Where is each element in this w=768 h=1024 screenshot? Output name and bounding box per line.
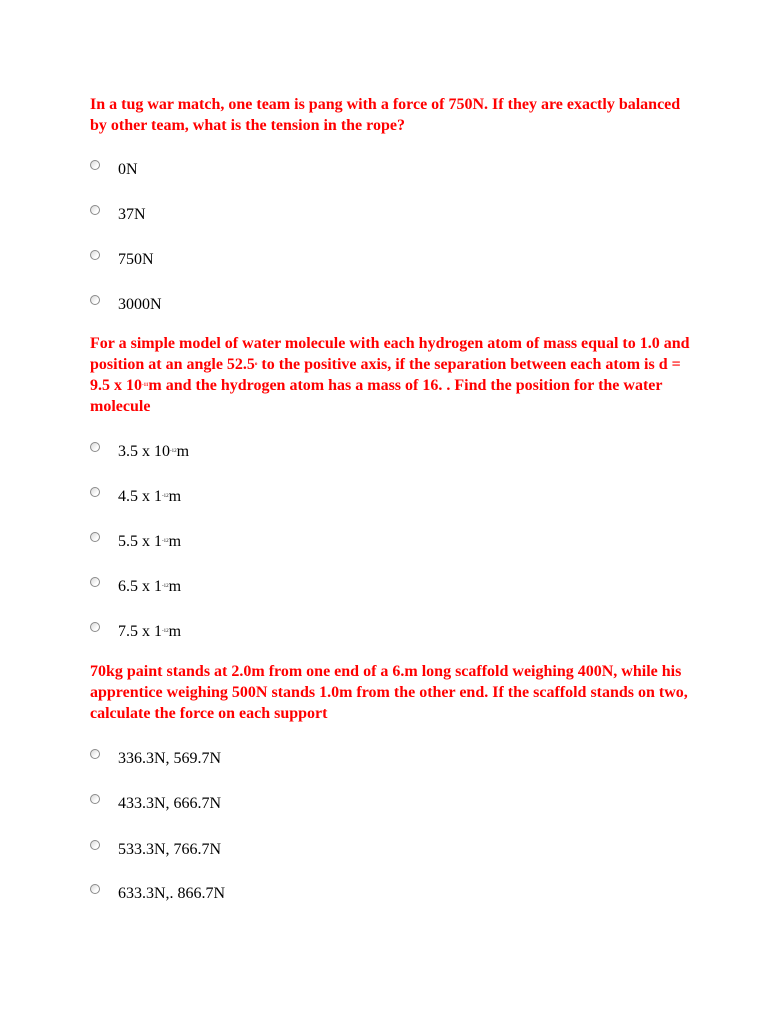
option-base: 3.5 x 10: [118, 443, 170, 460]
option-label: 533.3N, 766.7N: [118, 841, 222, 858]
radio-button[interactable]: [90, 749, 100, 759]
question-3-option-4[interactable]: [90, 882, 225, 906]
question-3-text: 70kg paint stands at 2.0m from one end of a 6.m long scaffold weighing 400N, while his apprentice weighing 500N stands 1.0m from the other end. If the scaffold stands on two, calculate the force on each support: [90, 663, 688, 722]
question-2-option-3[interactable]: [90, 530, 181, 554]
question-1-option-3[interactable]: [90, 248, 154, 272]
question-3-option-3[interactable]: [90, 838, 221, 862]
radio-button[interactable]: [90, 160, 100, 170]
question-2-text-part-5: . Find the position for the water molecule: [90, 377, 663, 415]
radio-button[interactable]: [90, 577, 100, 587]
option-exponent: -12: [162, 494, 169, 499]
option-exponent: -12: [162, 629, 169, 634]
radio-button[interactable]: [90, 622, 100, 632]
question-1-option-2[interactable]: [90, 203, 146, 227]
option-base: 7.5 x 1: [118, 623, 162, 640]
option-unit: m: [168, 488, 182, 505]
option-unit: m: [168, 623, 182, 640]
radio-button[interactable]: [90, 250, 100, 260]
option-unit: m: [168, 533, 182, 550]
option-base: 6.5 x 1: [118, 578, 162, 595]
option-base: 5.5 x 1: [118, 533, 162, 550]
option-label: 37N: [118, 206, 146, 223]
radio-button[interactable]: [90, 487, 100, 497]
option-label: 433.3N, 666.7N: [118, 795, 222, 812]
option-label: 633.3N,. 866.7N: [118, 885, 226, 902]
option-exponent: -12: [162, 539, 169, 544]
question-1-option-1[interactable]: [90, 158, 138, 182]
radio-button[interactable]: [90, 884, 100, 894]
question-1-option-4[interactable]: [90, 293, 162, 317]
option-base: 4.5 x 1: [118, 488, 162, 505]
question-2-text-part-4: m and the hydrogen atom has a mass of 16.: [148, 377, 447, 394]
option-label: [118, 532, 181, 552]
exponent-superscript: -11: [142, 383, 149, 388]
option-label: 0N: [118, 161, 138, 178]
option-label: [118, 442, 189, 462]
question-2-option-1[interactable]: [90, 440, 189, 464]
radio-button[interactable]: [90, 840, 100, 850]
radio-button[interactable]: [90, 205, 100, 215]
radio-button[interactable]: [90, 532, 100, 542]
option-exponent: -12: [170, 449, 177, 454]
radio-button[interactable]: [90, 794, 100, 804]
question-3-option-1[interactable]: [90, 747, 221, 771]
question-2-option-4[interactable]: [90, 575, 181, 599]
question-2-option-2[interactable]: [90, 485, 181, 509]
question-2-option-5[interactable]: [90, 620, 181, 644]
question-2-text-part-3: to the positive axis, if the separation between each atom is d = 9.5 x 10: [90, 356, 681, 394]
question-1-text: In a tug war match, one team is pang with a force of 750N. If they are exactly balanced by other team, what is the tension in the rope?: [90, 96, 681, 134]
option-unit: m: [176, 443, 190, 460]
option-label: 336.3N, 569.7N: [118, 750, 222, 767]
question-3-option-2[interactable]: [90, 792, 221, 816]
option-label: [118, 577, 181, 597]
question-2-text-part-2: and position at an angle 52.5: [90, 335, 690, 373]
option-label: [118, 622, 181, 642]
option-unit: m: [168, 578, 182, 595]
radio-button[interactable]: [90, 442, 100, 452]
question-2-text: [90, 333, 690, 417]
radio-button[interactable]: [90, 295, 100, 305]
degree-superscript: o: [254, 362, 258, 367]
option-exponent: -12: [162, 584, 169, 589]
option-label: 750N: [118, 251, 154, 268]
option-label: 3000N: [118, 296, 162, 313]
option-label: [118, 487, 181, 507]
question-2-text-part-1: For a simple model of water molecule with each hydrogen atom of mass equal to 1.0: [90, 335, 664, 352]
